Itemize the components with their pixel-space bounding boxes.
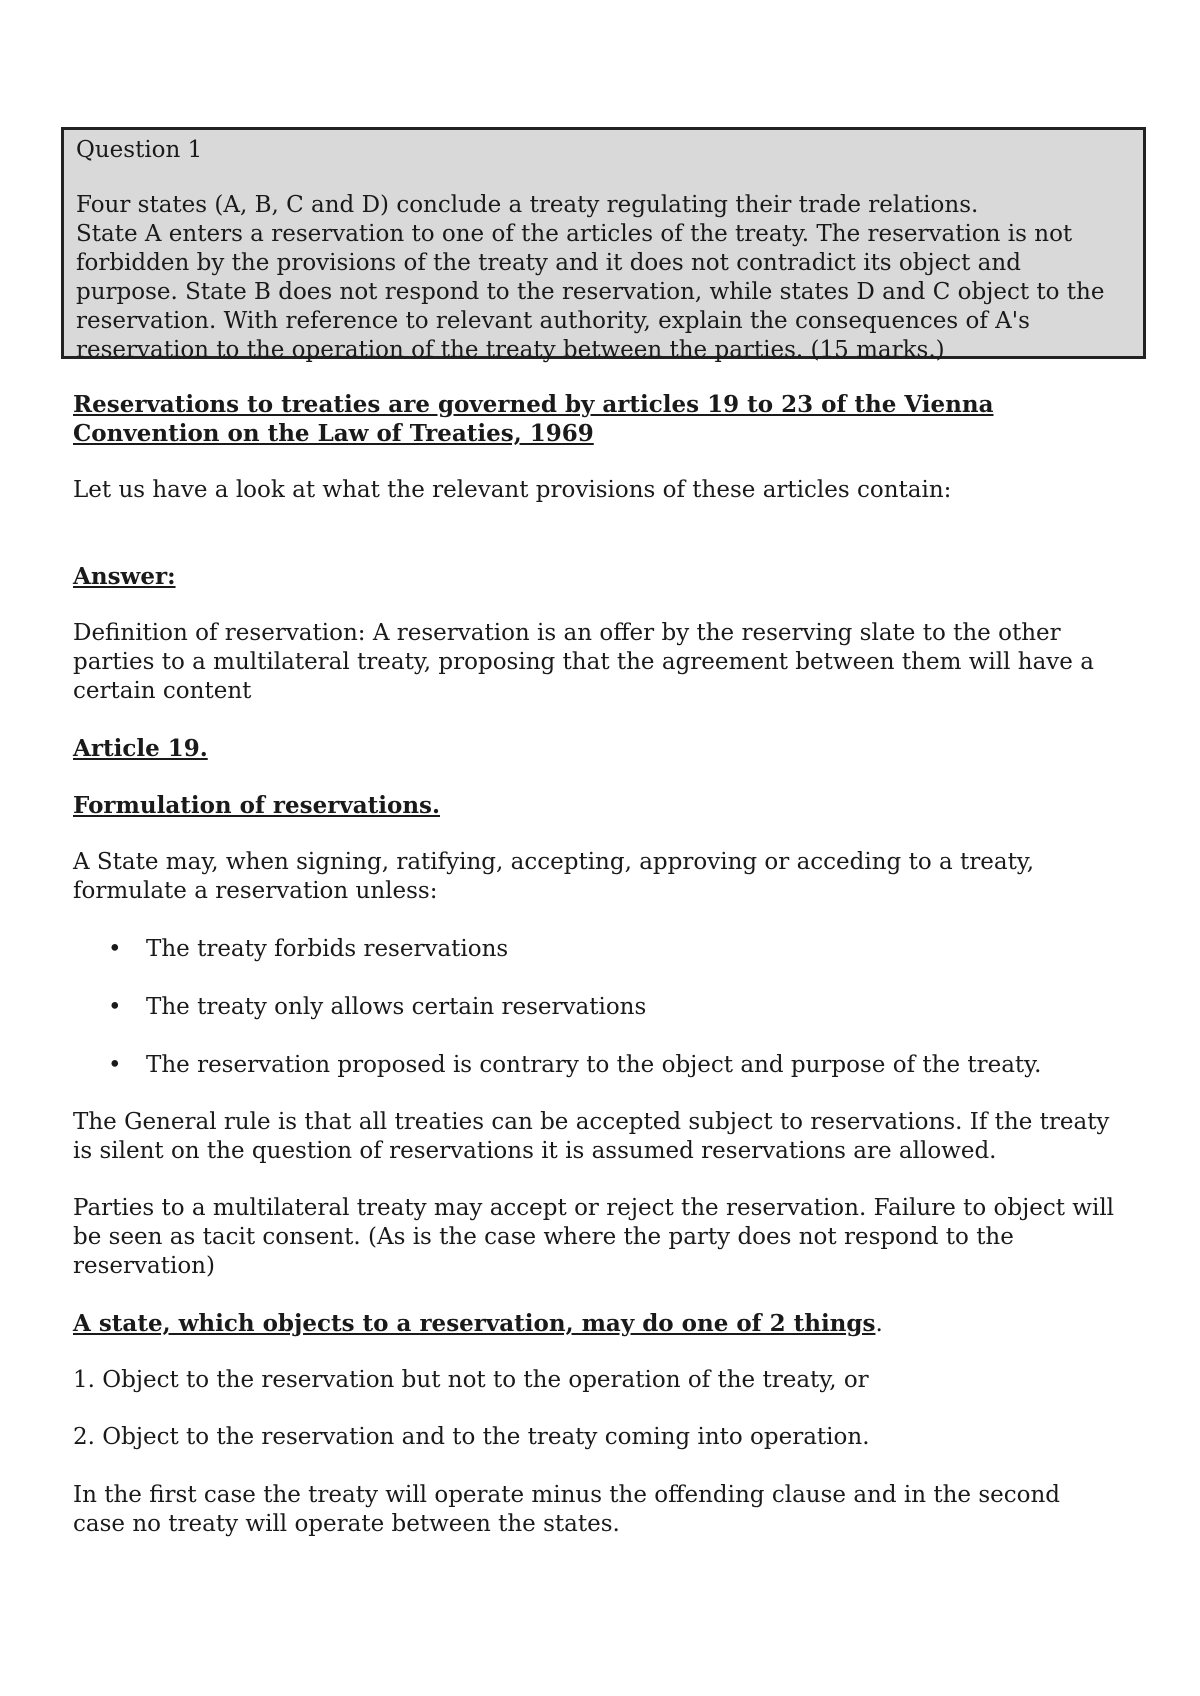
objection-heading (73, 1309, 1143, 1339)
bullet-text: The treaty only allows certain reservations (146, 994, 647, 1020)
bullet-item (108, 935, 508, 964)
option-item: 1. Object to the reservation but not to the operation of the treaty, or (73, 1367, 869, 1393)
reservations-heading (73, 390, 1143, 448)
parties-paragraph (73, 1194, 1143, 1281)
question-line: reservation. With reference to relevant authority, explain the consequences of A's (76, 308, 1030, 334)
definition-paragraph (73, 619, 1143, 706)
option-item: 2. Object to the reservation and to the treaty coming into operation. (73, 1424, 870, 1450)
general-rule-line: is silent on the question of reservations it is assumed reservations are allowed. (73, 1138, 997, 1164)
objection-heading-text: A state, which objects to a reservation, may do one of 2 things (73, 1310, 876, 1337)
definition-line: Definition of reservation: A reservation is an offer by the reserving slate to the other (73, 620, 1061, 646)
objection-heading-period: . (875, 1311, 883, 1337)
question-line: purpose. State B does not respond to the reservation, while states D and C object to the (76, 279, 1105, 305)
formulation-line: formulate a reservation unless: (73, 878, 438, 904)
definition-line: certain content (73, 678, 252, 704)
question-line: reservation to the operation of the treaty between the parties. (15 marks.) (76, 337, 945, 363)
formulation-paragraph (73, 848, 1143, 906)
bullet-item (108, 993, 646, 1022)
question-title: Question 1 (76, 137, 203, 163)
general-rule-line: The General rule is that all treaties can be accepted subject to reservations. If the treaty (73, 1109, 1110, 1135)
general-rule-paragraph (73, 1108, 1143, 1166)
conclusion-line: In the first case the treaty will operate minus the offending clause and in the second (73, 1482, 1061, 1508)
formulation-line: A State may, when signing, ratifying, accepting, approving or acceding to a treaty, (73, 849, 1035, 875)
question-line: forbidden by the provisions of the treaty and it does not contradict its object and (76, 250, 1021, 276)
parties-line: reservation) (73, 1253, 215, 1279)
bullet-icon: • (108, 1052, 122, 1078)
intro-text: Let us have a look at what the relevant provisions of these articles contain: (73, 477, 952, 503)
question-box (61, 127, 1146, 363)
formulation-heading: Formulation of reservations. (73, 792, 441, 819)
bullet-item (108, 1051, 1041, 1080)
bullet-text: The treaty forbids reservations (146, 936, 509, 962)
conclusion-line: case no treaty will operate between the states. (73, 1511, 620, 1537)
reservations-heading-line: Reservations to treaties are governed by articles 19 to 23 of the Vienna (73, 391, 994, 418)
definition-line: parties to a multilateral treaty, proposing that the agreement between them will have a (73, 649, 1094, 675)
bullet-text: The reservation proposed is contrary to the object and purpose of the treaty. (146, 1052, 1042, 1078)
question-line: State A enters a reservation to one of the articles of the treaty. The reservation is not (76, 221, 1073, 247)
article-heading: Article 19. (73, 735, 208, 762)
reservations-heading-line: Convention on the Law of Treaties, 1969 (73, 420, 594, 447)
bullet-icon: • (108, 936, 122, 962)
conclusion-paragraph (73, 1481, 1143, 1539)
parties-line: Parties to a multilateral treaty may accept or reject the reservation. Failure to object will (73, 1195, 1115, 1221)
question-line: Four states (A, B, C and D) conclude a treaty regulating their trade relations. (76, 192, 979, 218)
parties-line: be seen as tacit consent. (As is the case where the party does not respond to the (73, 1224, 1014, 1250)
bullet-icon: • (108, 994, 122, 1020)
answer-heading: Answer: (73, 563, 176, 590)
